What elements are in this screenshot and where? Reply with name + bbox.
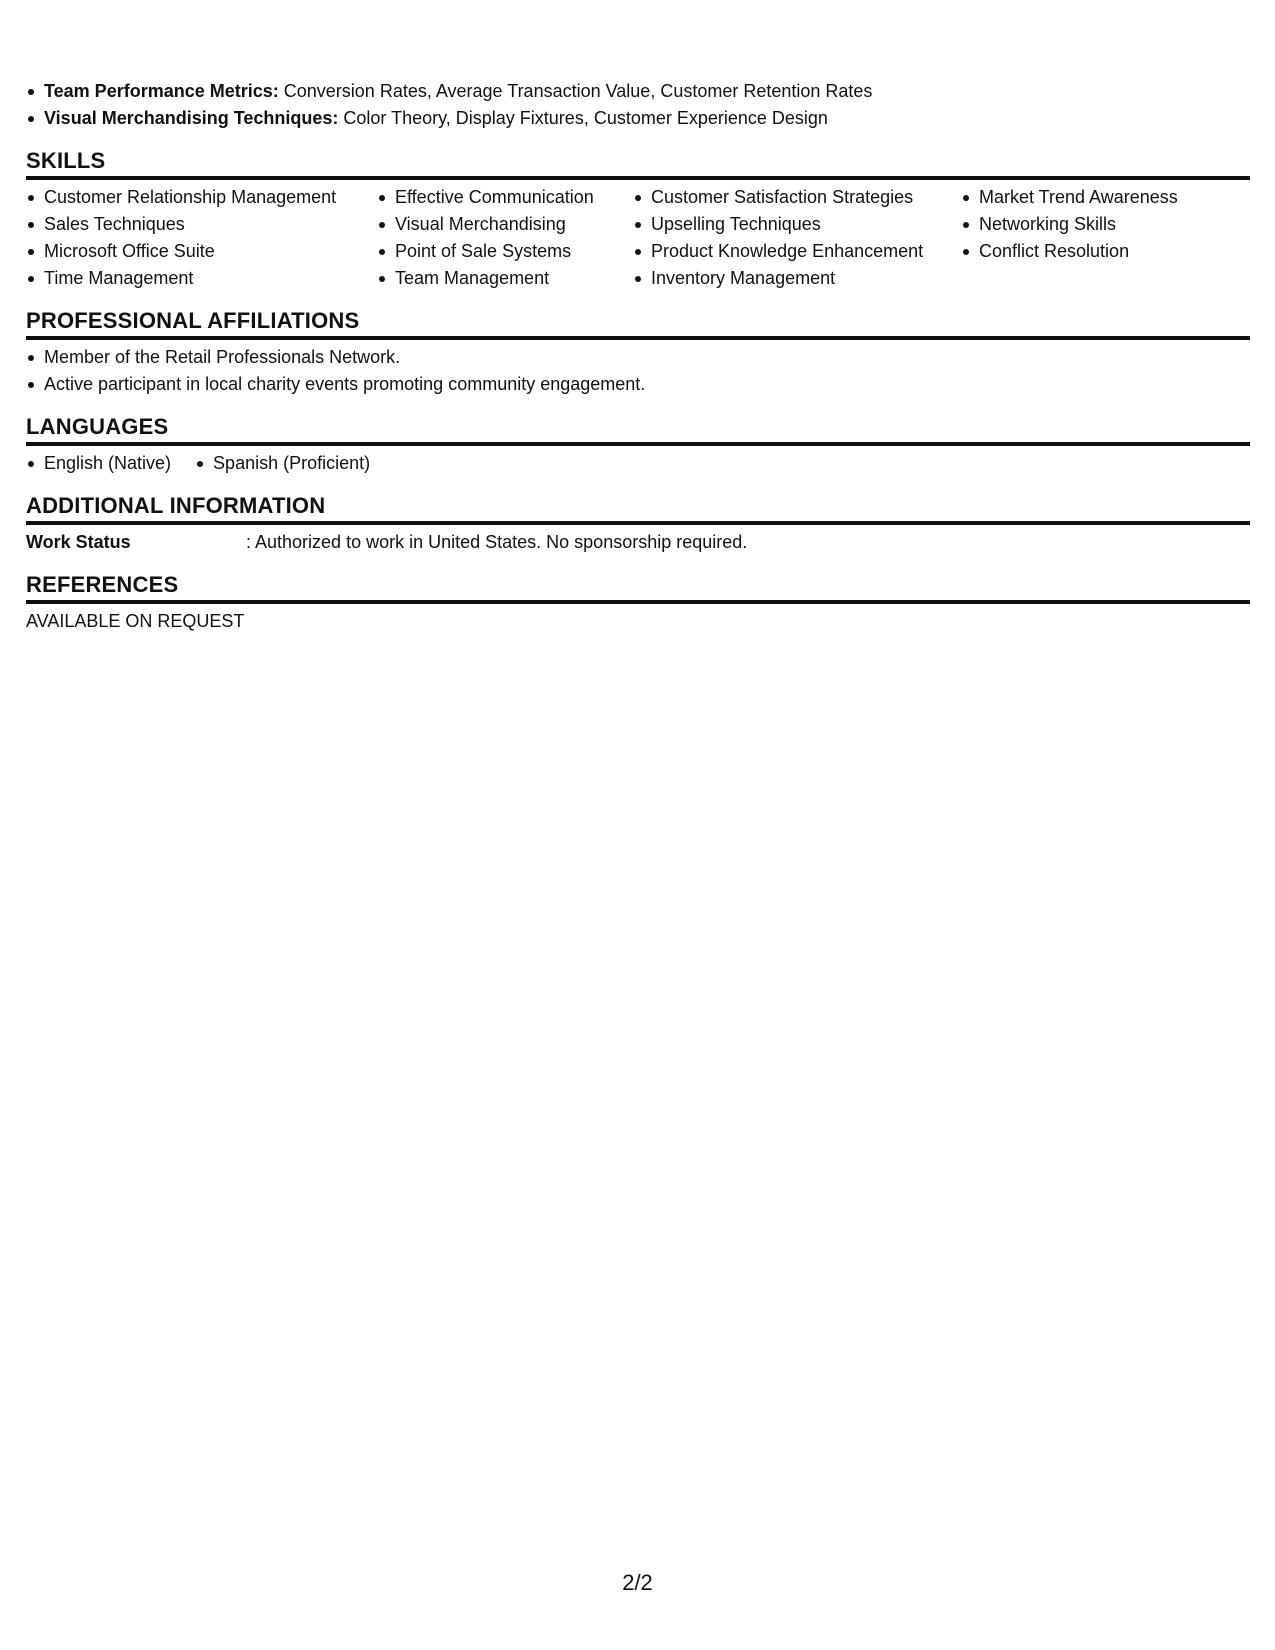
- list-item: [26, 105, 1250, 132]
- metrics-list: [26, 78, 1250, 132]
- affiliation-item: Active participant in local charity events promoting community engagement.: [26, 371, 1250, 398]
- references-text: AVAILABLE ON REQUEST: [26, 611, 245, 631]
- skill-item: Point of Sale Systems: [377, 238, 633, 265]
- skill-item: Product Knowledge Enhancement: [633, 238, 961, 265]
- skills-column-2: [377, 184, 633, 292]
- affiliation-item: Member of the Retail Professionals Network.: [26, 344, 1250, 371]
- skill-item: Sales Techniques: [26, 211, 377, 238]
- page-number: 2/2: [622, 1570, 653, 1595]
- languages-list: [26, 450, 1250, 477]
- skill-item: Effective Communication: [377, 184, 633, 211]
- metric-text: Color Theory, Display Fixtures, Customer Experience Design: [338, 108, 828, 128]
- skill-item: Upselling Techniques: [633, 211, 961, 238]
- metric-term: Team Performance Metrics:: [44, 81, 279, 101]
- skill-item: Networking Skills: [961, 211, 1241, 238]
- skill-item: Market Trend Awareness: [961, 184, 1241, 211]
- skill-item: Time Management: [26, 265, 377, 292]
- skill-item: Inventory Management: [633, 265, 961, 292]
- affiliations-list: [26, 344, 1250, 398]
- skills-grid: [26, 184, 1250, 292]
- work-status-value: : Authorized to work in United States. No sponsorship required.: [246, 532, 748, 552]
- additional-info-heading: ADDITIONAL INFORMATION: [26, 491, 1250, 525]
- skills-heading: SKILLS: [26, 146, 1250, 180]
- affiliations-heading: PROFESSIONAL AFFILIATIONS: [26, 306, 1250, 340]
- skills-column-4: [961, 184, 1241, 292]
- metric-text: Conversion Rates, Average Transaction Value, Customer Retention Rates: [278, 81, 873, 101]
- languages-heading: LANGUAGES: [26, 412, 1250, 446]
- skill-item: Customer Relationship Management: [26, 184, 377, 211]
- skill-item: Team Management: [377, 265, 633, 292]
- skills-column-3: [633, 184, 961, 292]
- references-heading: REFERENCES: [26, 570, 1250, 604]
- skill-item: Microsoft Office Suite: [26, 238, 377, 265]
- work-status-row: [26, 529, 1250, 556]
- skill-item: Visual Merchandising: [377, 211, 633, 238]
- list-item: [26, 78, 1250, 105]
- skills-column-1: [26, 184, 377, 292]
- resume-page: [26, 78, 1250, 635]
- language-item: English (Native): [26, 450, 171, 477]
- skill-item: Customer Satisfaction Strategies: [633, 184, 961, 211]
- work-status-label: Work Status: [26, 532, 131, 552]
- metric-term: Visual Merchandising Techniques:: [44, 108, 339, 128]
- language-item: Spanish (Proficient): [195, 450, 370, 477]
- skill-item: Conflict Resolution: [961, 238, 1241, 265]
